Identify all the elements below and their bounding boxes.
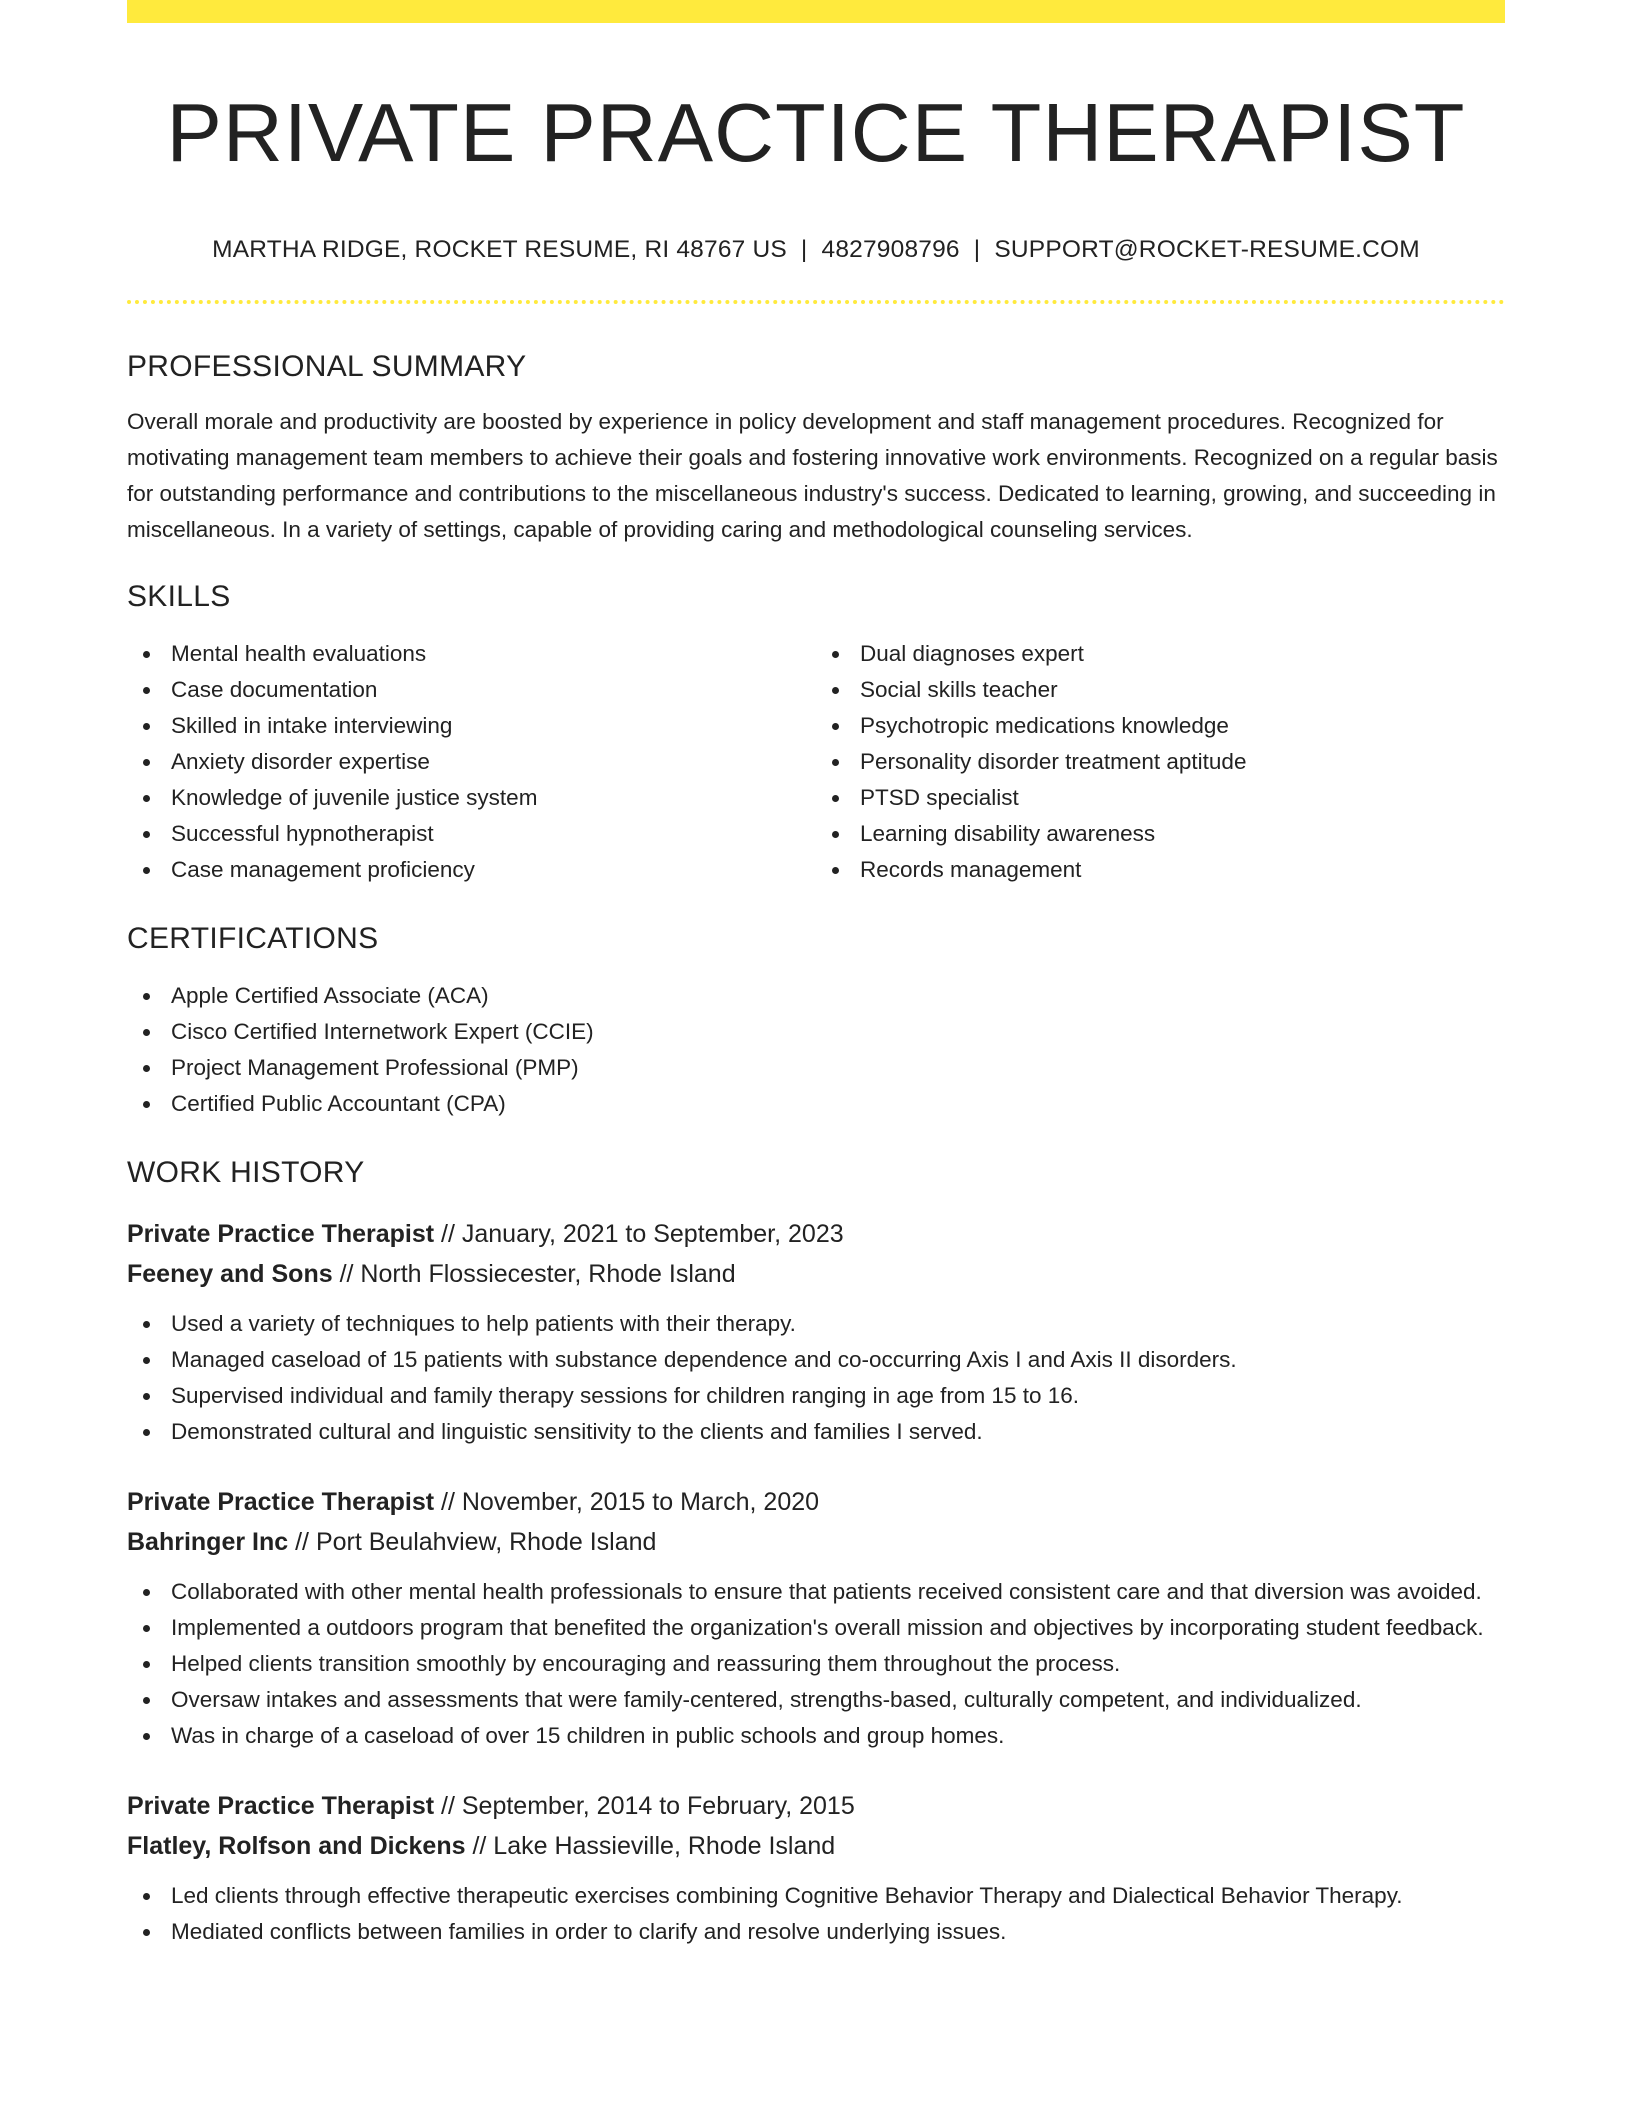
contact-separator: | (973, 236, 981, 263)
skill-item: Personality disorder treatment aptitude (816, 744, 1505, 780)
job-dates: // November, 2015 to March, 2020 (434, 1488, 820, 1516)
job-title-line (127, 1482, 1505, 1522)
skill-item: Successful hypnotherapist (127, 816, 816, 852)
summary-text: Overall morale and productivity are boosted by experience in policy development and staff management procedures. Recognized for motivating management team members to achieve their goals and fostering innovative work environments. Recognized on a regular basis for outstanding performance and contributions to the miscellaneous industry's success. Dedicated to learning, growing, and succeeding in miscellaneous. In a variety of settings, capable of providing caring and methodological counseling services. (127, 409, 1498, 542)
skills-list-left (127, 636, 816, 888)
certification-item: Apple Certified Associate (ACA) (127, 978, 1505, 1014)
job-bullets (127, 1878, 1505, 1950)
certification-item: Project Management Professional (PMP) (127, 1050, 1505, 1086)
skill-item: Case documentation (127, 672, 816, 708)
dotted-divider (127, 300, 1505, 304)
certification-item: Cisco Certified Internetwork Expert (CCIE) (127, 1014, 1505, 1050)
certifications-list (127, 978, 1505, 1122)
skill-item: Anxiety disorder expertise (127, 744, 816, 780)
summary-heading: PROFESSIONAL SUMMARY (127, 350, 527, 383)
job-bullet: Was in charge of a caseload of over 15 children in public schools and group homes. (127, 1718, 1505, 1754)
job-bullet: Helped clients transition smoothly by encouraging and reassuring them throughout the process. (127, 1646, 1505, 1682)
job-title: Private Practice Therapist (127, 1488, 435, 1516)
job-entry (127, 1786, 1505, 1950)
skill-item: PTSD specialist (816, 780, 1505, 816)
contact-separator: | (800, 236, 808, 263)
skills-columns (127, 636, 1505, 888)
contact-email[interactable]: SUPPORT@ROCKET-RESUME.COM (994, 236, 1420, 263)
skill-item: Social skills teacher (816, 672, 1505, 708)
skill-item: Learning disability awareness (816, 816, 1505, 852)
skill-item: Mental health evaluations (127, 636, 816, 672)
job-company-line (127, 1254, 1505, 1294)
work-history-list (127, 1214, 1505, 1950)
job-bullet: Mediated conflicts between families in order to clarify and resolve underlying issues. (127, 1914, 1505, 1950)
skills-list-right (816, 636, 1505, 888)
job-dates: // September, 2014 to February, 2015 (434, 1792, 855, 1820)
contact-phone: 4827908796 (821, 236, 960, 263)
skill-item: Psychotropic medications knowledge (816, 708, 1505, 744)
job-bullet: Implemented a outdoors program that benefited the organization's overall mission and objectives by incorporating student feedback. (127, 1610, 1505, 1646)
job-location: // Lake Hassieville, Rhode Island (465, 1832, 836, 1860)
job-bullet: Collaborated with other mental health professionals to ensure that patients received consistent care and that diversion was avoided. (127, 1574, 1505, 1610)
job-company: Feeney and Sons (127, 1260, 333, 1288)
skill-item: Case management proficiency (127, 852, 816, 888)
skill-item: Records management (816, 852, 1505, 888)
job-bullet: Supervised individual and family therapy sessions for children ranging in age from 15 to 16. (127, 1378, 1505, 1414)
job-title: Private Practice Therapist (127, 1220, 435, 1248)
job-bullet: Oversaw intakes and assessments that were family-centered, strengths-based, culturally competent, and individualized. (127, 1682, 1505, 1718)
job-title-line (127, 1214, 1505, 1254)
job-title: Private Practice Therapist (127, 1792, 435, 1820)
resume-page (127, 0, 1505, 1950)
job-location: // Port Beulahview, Rhode Island (288, 1528, 657, 1556)
contact-address: MARTHA RIDGE, ROCKET RESUME, RI 48767 US (212, 236, 787, 263)
job-company: Flatley, Rolfson and Dickens (127, 1832, 466, 1860)
job-dates: // January, 2021 to September, 2023 (434, 1220, 844, 1248)
job-company: Bahringer Inc (127, 1528, 289, 1556)
job-bullet: Led clients through effective therapeutic exercises combining Cognitive Behavior Therapy and Dialectical Behavior Therapy. (127, 1878, 1505, 1914)
certifications-heading: CERTIFICATIONS (127, 922, 379, 955)
job-bullet: Managed caseload of 15 patients with substance dependence and co-occurring Axis I and Axis II disorders. (127, 1342, 1505, 1378)
job-entry (127, 1214, 1505, 1450)
accent-bar (127, 0, 1505, 23)
page-title: PRIVATE PRACTICE THERAPIST (166, 86, 1466, 179)
job-location: // North Flossiecester, Rhode Island (332, 1260, 736, 1288)
certification-item: Certified Public Accountant (CPA) (127, 1086, 1505, 1122)
job-bullets (127, 1306, 1505, 1450)
work-history-heading: WORK HISTORY (127, 1156, 365, 1189)
skill-item: Skilled in intake interviewing (127, 708, 816, 744)
contact-line (127, 234, 1505, 266)
skill-item: Dual diagnoses expert (816, 636, 1505, 672)
job-bullet: Demonstrated cultural and linguistic sensitivity to the clients and families I served. (127, 1414, 1505, 1450)
job-entry (127, 1482, 1505, 1754)
job-bullet: Used a variety of techniques to help patients with their therapy. (127, 1306, 1505, 1342)
skills-heading: SKILLS (127, 580, 231, 613)
job-company-line (127, 1522, 1505, 1562)
job-company-line (127, 1826, 1505, 1866)
skill-item: Knowledge of juvenile justice system (127, 780, 816, 816)
job-title-line (127, 1786, 1505, 1826)
job-bullets (127, 1574, 1505, 1754)
